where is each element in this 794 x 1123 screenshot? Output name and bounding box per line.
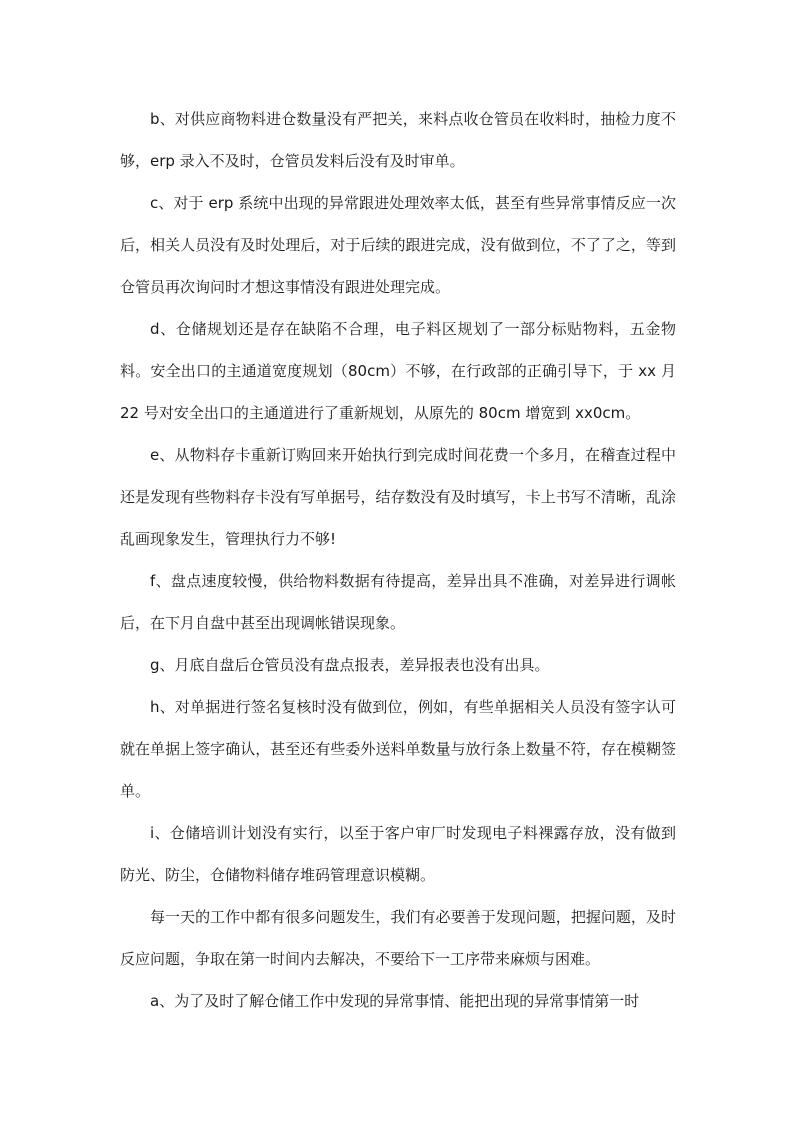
document-body (120, 98, 676, 1022)
paragraph-d-warehouse-planning: d、仓储规划还是存在缺陷不合理，电子料区规划了一部分标贴物料，五金物料。安全出口的主通道宽度规划（80cm）不够，在行政部的正确引导下，于 xx 月 22 号对安全出口的主通道进行了重新规划，从原先的 80cm 增宽到 xx0cm。 (120, 320, 676, 422)
paragraph-daily-problems: 每一天的工作中都有很多问题发生，我们有必要善于发现问题，把握问题，及时反应问题，争取在第一时间内去解决，不要给下一工序带来麻烦与困难。 (120, 908, 676, 968)
paragraph-c-erp-exceptions: c、对于 erp 系统中出现的异常跟进处理效率太低，甚至有些异常事情反应一次后，相关人员没有及时处理后，对于后续的跟进完成，没有做到位，不了了之，等到仓管员再次询问时才想这事情没有跟进处理完成。 (120, 194, 676, 296)
paragraph-h-document-signing: h、对单据进行签名复核时没有做到位，例如，有些单据相关人员没有签字认可就在单据上签字确认，甚至还有些委外送料单数量与放行条上数量不符，存在模糊签单。 (120, 698, 676, 800)
paragraph-g-month-end-report: g、月底自盘后仓管员没有盘点报表，差异报表也没有出具。 (150, 656, 550, 674)
paragraph-a-exception-handling: a、为了及时了解仓储工作中发现的异常事情、能把出现的异常事情第一时 (150, 992, 640, 1010)
paragraph-i-training-plan: i、仓储培训计划没有实行，以至于客户审厂时发现电子料裸露存放，没有做到防光、防尘，仓储物料储存堆码管理意识模糊。 (120, 824, 676, 884)
paragraph-e-stock-cards: e、从物料存卡重新订购回来开始执行到完成时间花费一个多月，在稽查过程中还是发现有些物料存卡没有写单据号，结存数没有及时填写，卡上书写不清晰，乱涂乱画现象发生，管理执行力不够! (120, 446, 676, 548)
paragraph-f-inventory-count: f、盘点速度较慢，供给物料数据有待提高，差异出具不准确，对差异进行调帐后，在下月自盘中甚至出现调帐错误现象。 (120, 572, 676, 632)
paragraph-b-incoming-quantity: b、对供应商物料进仓数量没有严把关，来料点收仓管员在收料时，抽检力度不够，erp 录入不及时，仓管员发料后没有及时审单。 (120, 110, 676, 170)
